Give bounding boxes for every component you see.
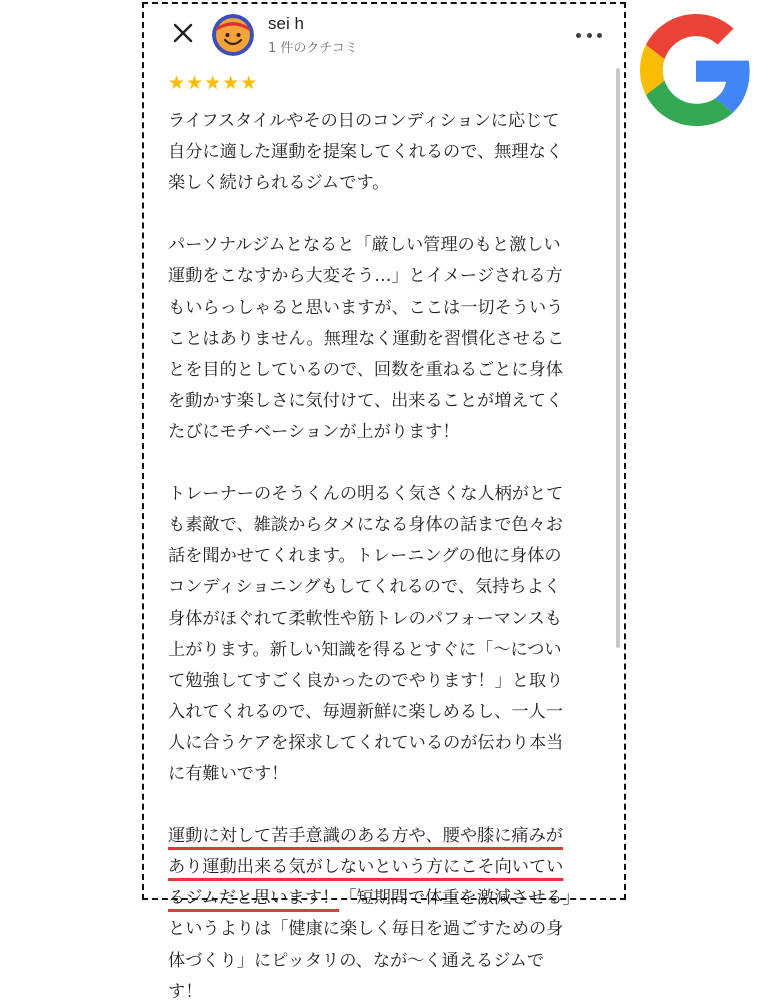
close-button[interactable] — [170, 20, 196, 46]
review-header — [144, 4, 624, 68]
review-card — [142, 2, 626, 1002]
star-icon: ★ — [186, 72, 204, 94]
star-icon: ★ — [168, 72, 186, 94]
more-options-button[interactable] — [576, 26, 602, 44]
review-paragraph-final — [168, 821, 600, 1008]
scrollbar[interactable] — [616, 68, 620, 648]
user-name[interactable]: sei h — [268, 14, 304, 33]
closing-text: 「短期間で体重を激減させる」 というよりは「健康に楽しく毎日を過ごすための身 体づくり」にピッタリの、なが〜く通えるジムで す！ — [168, 888, 580, 1002]
review-count: 1 件のクチコミ — [268, 41, 358, 56]
review-paragraph: パーソナルジムとなると「厳しい管理のもと激しい 運動をこなすから大変そう…」とイメージされる方 もいらっしゃると思いますが、ここは一切そういう ことはありません。無理なく運動を習慣化させるこ とを目的としているので、回数を重ねるごとに身体 を動かす楽しさに気付けて、出来ることが増えてく たびにモチベーションが上がります！ — [168, 235, 565, 442]
star-icon: ★ — [204, 72, 222, 94]
more-vert-icon-dot — [597, 33, 602, 38]
close-icon — [173, 23, 193, 43]
google-g-logo — [640, 12, 752, 128]
star-rating — [168, 72, 257, 94]
review-paragraph: ライフスタイルやその日のコンディションに応じて 自分に適した運動を提案してくれるので、無理なく 楽しく続けられるジムです。 — [168, 111, 563, 194]
review-paragraph: トレーナーのそうくんの明るく気さくな人柄がとて も素敵で、雑談からタメになる身体の話まで色々お 話を聞かせてくれます。トレーニングの他に身体の コンディショニングもしてくれるので、気持ちよく 身体がほぐれて柔軟性や筋トレのパフォーマンスも 上がります。新しい知識を得るとすぐに「〜につい て勉強してすごく良かったのでやります！」と取り 入れてくれるので、毎週新鮮に楽しめるし、一人一 人に合うケアを探求してくれているのが伝わり本当 に有難いです！ — [168, 484, 564, 784]
star-icon: ★ — [222, 72, 240, 94]
review-text — [168, 106, 600, 1008]
more-vert-icon-dot — [587, 33, 592, 38]
highlighted-text: 運動に対して苦手意識のある方や、腰や膝に痛みが あり運動出来る気がしないという方にこそ向いてい るジムだと思います！ — [168, 826, 564, 909]
smiley-badge-avatar — [212, 14, 254, 56]
avatar[interactable] — [212, 14, 254, 56]
star-icon: ★ — [240, 72, 258, 94]
more-vert-icon-dot — [576, 33, 581, 38]
